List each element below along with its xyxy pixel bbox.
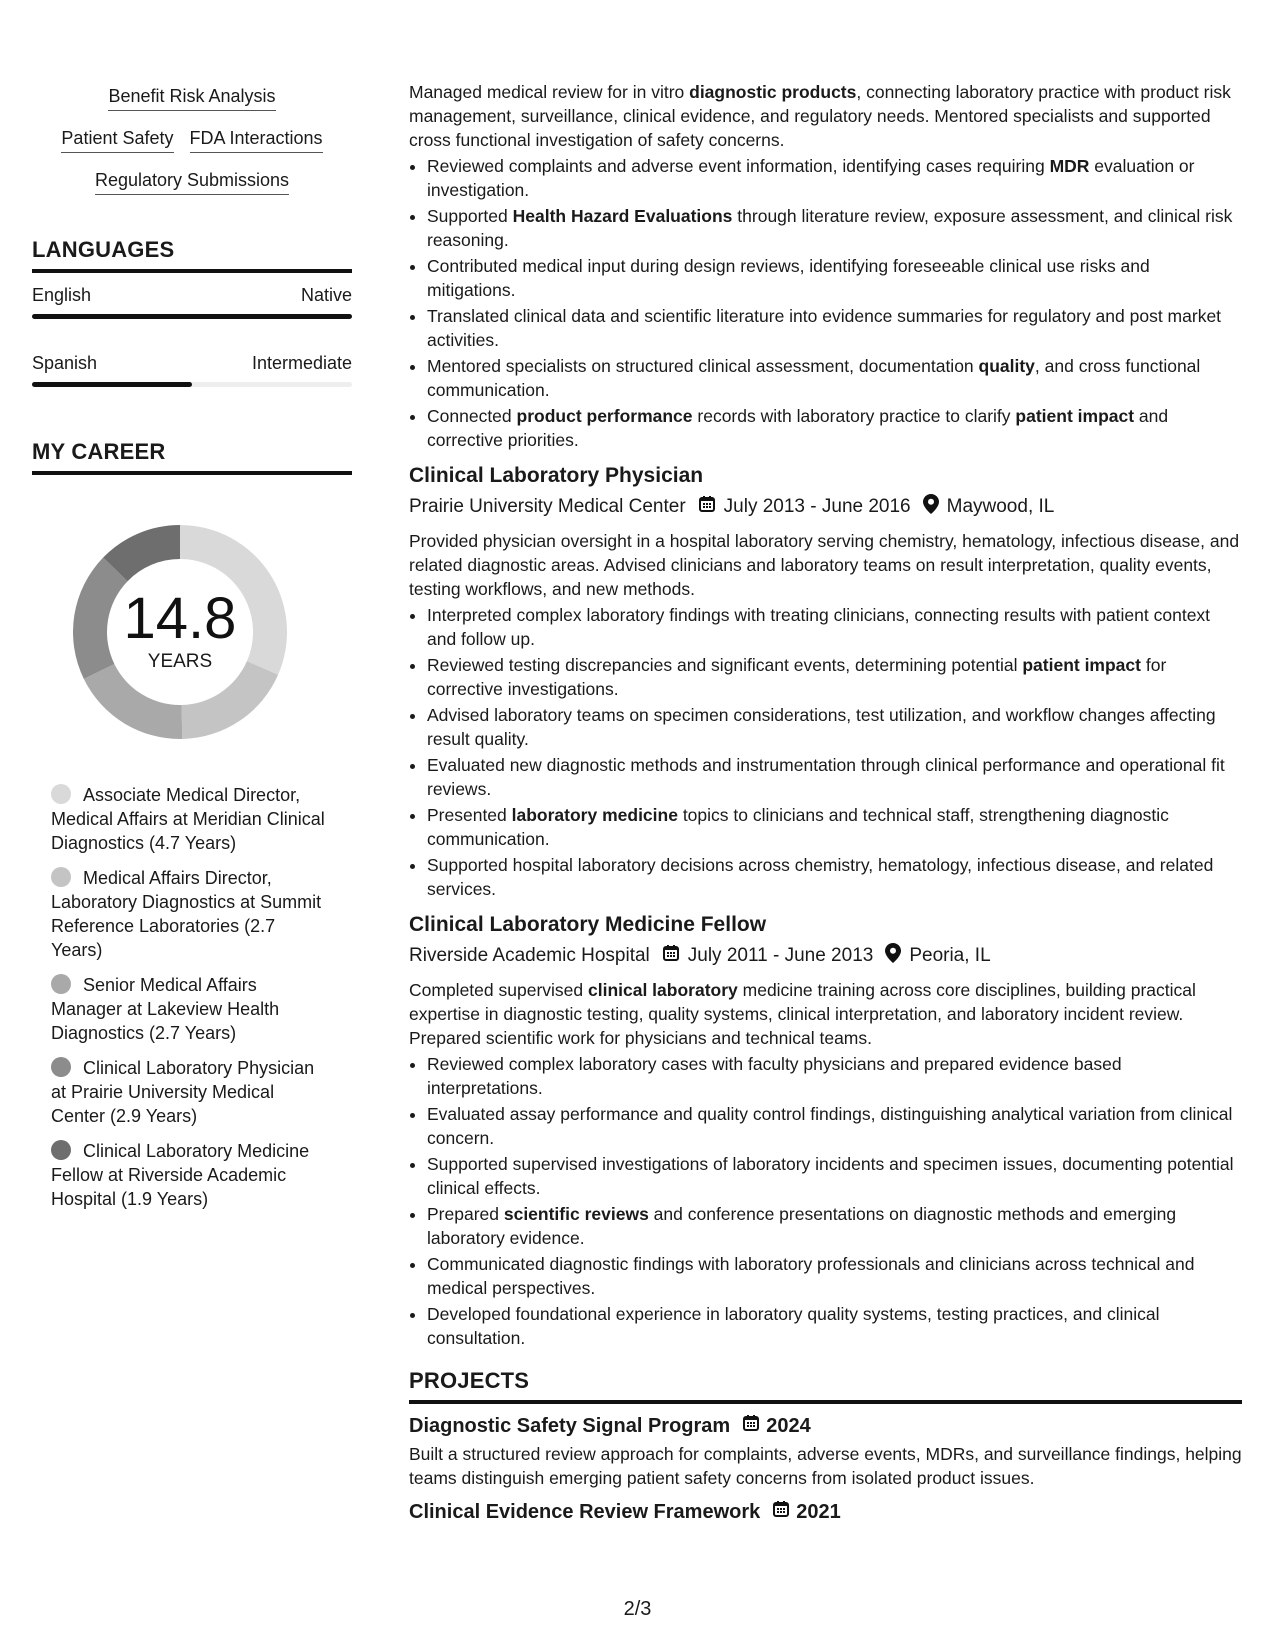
- bold-text: quality: [978, 356, 1035, 376]
- project-description: Built a structured review approach for complaints, adverse events, MDRs, and surveillance findings, helping teams distinguish emerging patient safety concerns from isolated product issues.: [409, 1444, 1242, 1488]
- career-legend-item: [51, 973, 326, 1045]
- bullet-item: [427, 1252, 1242, 1300]
- project-name: Clinical Evidence Review Framework: [409, 1500, 761, 1523]
- text-segment: medicine training across core disciplines, building practical expertise in diagnostic testing, quality systems, clinical interpretation, and laboratory incident review. Prepared scientific work for physicians and technical teams.: [409, 980, 1196, 1048]
- calendar-icon: [742, 1414, 760, 1438]
- language-proficiency-fill: [32, 314, 352, 319]
- text-segment: through literature review, exposure assessment, and clinical risk reasoning.: [427, 206, 1233, 250]
- language-name: English: [32, 285, 92, 305]
- text-segment: Completed supervised: [409, 980, 588, 1000]
- career-section: [32, 439, 352, 1211]
- language-proficiency-bar: [32, 382, 352, 387]
- text-segment: Evaluated assay performance and quality control findings, distinguishing analytical variation from clinical concern.: [427, 1104, 1233, 1148]
- language-level: Native: [300, 285, 352, 305]
- text-segment: Translated clinical data and scientific literature into evidence summaries for regulatory and post market activities.: [427, 306, 1222, 350]
- career-legend-label: Associate Medical Director, Medical Affairs at Meridian Clinical Diagnostics (4.7 Years): [51, 785, 325, 853]
- languages-section: [32, 237, 352, 387]
- text-segment: Managed medical review for in vitro: [409, 82, 690, 102]
- text-segment: Reviewed testing discrepancies and significant events, determining potential: [427, 655, 1023, 675]
- sidebar: [32, 80, 352, 1222]
- bold-text: laboratory medicine: [511, 805, 678, 825]
- bullet-item: [427, 753, 1242, 801]
- text-segment: Evaluated new diagnostic methods and instrumentation through clinical performance and operational fit reviews.: [427, 755, 1225, 799]
- skills-tag-row: [32, 86, 352, 111]
- bold-text: Health Hazard Evaluations: [512, 206, 733, 226]
- bold-text: patient impact: [1015, 406, 1135, 426]
- job-entry: [409, 913, 1242, 1350]
- text-segment: and corrective priorities.: [427, 406, 1169, 450]
- text-segment: and conference presentations on diagnostic methods and emerging laboratory evidence.: [427, 1204, 1177, 1248]
- intro-job-bullets: [409, 154, 1242, 452]
- text-segment: Supported supervised investigations of laboratory incidents and specimen issues, documenting potential clinical effects.: [427, 1154, 1234, 1198]
- career-donut-chart: [65, 517, 295, 747]
- languages-list: [32, 285, 352, 387]
- text-segment: Contributed medical input during design reviews, identifying foreseeable clinical use risks and mitigations.: [427, 256, 1150, 300]
- text-segment: Presented: [427, 805, 512, 825]
- donut-center: [65, 517, 295, 747]
- map-pin-icon: [923, 494, 939, 520]
- career-color-dot: [51, 1140, 71, 1160]
- text-segment: Provided physician oversight in a hospital laboratory serving chemistry, hematology, infectious disease, and related diagnostic areas. Advised clinicians and laboratory teams on result interpretation, quality events, testing workflows, and new methods.: [409, 531, 1240, 599]
- calendar-icon: [772, 1500, 790, 1524]
- career-legend-label: Medical Affairs Director, Laboratory Diagnostics at Summit Reference Laboratories (2.7 Years): [51, 868, 322, 960]
- bullet-item: [427, 1052, 1242, 1100]
- career-total-years: 14.8: [123, 586, 237, 651]
- calendar-icon: [662, 944, 680, 968]
- language-proficiency-fill: [32, 382, 192, 387]
- bullet-item: [427, 1302, 1242, 1350]
- career-legend-item: [51, 783, 326, 855]
- calendar-icon: [698, 495, 716, 519]
- bullet-item: [427, 304, 1242, 352]
- career-legend-item: [51, 1056, 326, 1128]
- text-segment: Supported: [427, 206, 513, 226]
- map-pin-icon: [885, 943, 901, 969]
- text-segment: records with laboratory practice to clarify: [692, 406, 1016, 426]
- skills-tags: [32, 86, 352, 195]
- career-legend-label: Senior Medical Affairs Manager at Lakeview Health Diagnostics (2.7 Years): [51, 975, 280, 1043]
- career-total-unit: YEARS: [147, 651, 213, 672]
- text-segment: Reviewed complaints and adverse event information, identifying cases requiring: [427, 156, 1050, 176]
- bold-text: scientific reviews: [503, 1204, 649, 1224]
- projects-list: [409, 1414, 1242, 1524]
- job-bullets: [409, 1052, 1242, 1350]
- page-number: 2/3: [623, 1598, 652, 1620]
- language-row: [32, 353, 352, 374]
- career-color-dot: [51, 784, 71, 804]
- text-segment: , and cross functional communication.: [427, 356, 1201, 400]
- job-entry: [409, 464, 1242, 901]
- bullet-item: [427, 354, 1242, 402]
- career-title: MY CAREER: [32, 439, 352, 475]
- language-proficiency-bar: [32, 314, 352, 319]
- career-legend-label: Clinical Laboratory Medicine Fellow at Riverside Academic Hospital (1.9 Years): [51, 1141, 310, 1209]
- bullet-item: [427, 603, 1242, 651]
- career-legend: [51, 783, 326, 1211]
- bullet-item: [427, 853, 1242, 901]
- job-dates: July 2011 - June 2013: [687, 945, 874, 966]
- text-segment: evaluation or investigation.: [427, 156, 1195, 200]
- bullet-item: [427, 803, 1242, 851]
- project-year: 2024: [766, 1414, 811, 1437]
- bullet-item: [427, 154, 1242, 202]
- job-meta: [409, 494, 1242, 520]
- projects-title: PROJECTS: [409, 1368, 1242, 1404]
- bold-text: patient impact: [1022, 655, 1141, 675]
- skills-tag-row: [32, 170, 352, 195]
- job-description: [409, 978, 1242, 1050]
- bullet-item: [427, 1202, 1242, 1250]
- text-segment: for corrective investigations.: [427, 655, 1167, 699]
- bullet-item: [427, 703, 1242, 751]
- bold-text: diagnostic products: [689, 82, 857, 102]
- project-year: 2021: [796, 1500, 841, 1523]
- language-row: [32, 285, 352, 306]
- job-dates: July 2013 - June 2016: [723, 496, 911, 517]
- job-location: Peoria, IL: [909, 945, 991, 966]
- text-segment: Communicated diagnostic findings with laboratory professionals and clinicians across technical and medical perspectives.: [427, 1254, 1195, 1298]
- career-legend-label: Clinical Laboratory Physician at Prairie University Medical Center (2.9 Years): [51, 1058, 315, 1126]
- job-title: Clinical Laboratory Physician: [409, 464, 704, 487]
- career-legend-item: [51, 866, 326, 962]
- bold-text: clinical laboratory: [587, 980, 738, 1000]
- text-segment: topics to clinicians and technical staff, strengthening diagnostic communication.: [427, 805, 1169, 849]
- text-segment: Supported hospital laboratory decisions across chemistry, hematology, infectious disease, and related services.: [427, 855, 1214, 899]
- bold-text: product performance: [516, 406, 693, 426]
- job-meta: [409, 943, 1242, 969]
- projects-section: [409, 1368, 1242, 1524]
- text-segment: Connected: [427, 406, 517, 426]
- job-organization: Prairie University Medical Center: [409, 496, 686, 517]
- project-name: Diagnostic Safety Signal Program: [409, 1414, 731, 1437]
- career-color-dot: [51, 1057, 71, 1077]
- text-segment: Developed foundational experience in laboratory quality systems, testing practices, and clinical consultation.: [427, 1304, 1160, 1348]
- project-header: [409, 1500, 1242, 1524]
- career-legend-item: [51, 1139, 326, 1211]
- text-segment: Advised laboratory teams on specimen considerations, test utilization, and workflow changes affecting result quality.: [427, 705, 1216, 749]
- languages-title: LANGUAGES: [32, 237, 352, 273]
- text-segment: Interpreted complex laboratory findings with treating clinicians, connecting results with patient context and follow up.: [427, 605, 1211, 649]
- skill-tag: FDA Interactions: [190, 128, 323, 153]
- main-content: [409, 80, 1242, 1528]
- job-organization: Riverside Academic Hospital: [409, 945, 650, 966]
- job-bullets: [409, 603, 1242, 901]
- skill-tag: Regulatory Submissions: [95, 170, 289, 195]
- job-title: Clinical Laboratory Medicine Fellow: [409, 913, 767, 936]
- career-color-dot: [51, 974, 71, 994]
- skills-tag-row: [32, 128, 352, 153]
- language-name: Spanish: [32, 353, 98, 373]
- bullet-item: [427, 1102, 1242, 1150]
- skill-tag: Patient Safety: [61, 128, 173, 153]
- language-level: Intermediate: [251, 353, 352, 373]
- jobs-list: [409, 464, 1242, 1350]
- bullet-item: [427, 653, 1242, 701]
- project-entry: [409, 1500, 1242, 1524]
- intro-job: [409, 80, 1242, 452]
- project-header: [409, 1414, 1242, 1438]
- text-segment: Prepared: [427, 1204, 504, 1224]
- skill-tag: Benefit Risk Analysis: [108, 86, 275, 111]
- bullet-item: [427, 404, 1242, 452]
- text-segment: , connecting laboratory practice with product risk management, surveillance, clinical evidence, and regulatory needs. Mentored specialists and supported cross functional investigation of safety concerns.: [409, 82, 1231, 150]
- bullet-item: [427, 204, 1242, 252]
- job-description: [409, 529, 1242, 601]
- job-location: Maywood, IL: [946, 496, 1055, 517]
- intro-job-description: [409, 80, 1242, 152]
- bullet-item: [427, 1152, 1242, 1200]
- bullet-item: [427, 254, 1242, 302]
- career-color-dot: [51, 867, 71, 887]
- project-entry: [409, 1414, 1242, 1490]
- text-segment: Mentored specialists on structured clinical assessment, documentation: [427, 356, 979, 376]
- bold-text: MDR: [1049, 156, 1090, 176]
- text-segment: Reviewed complex laboratory cases with faculty physicians and prepared evidence based interpretations.: [427, 1054, 1122, 1098]
